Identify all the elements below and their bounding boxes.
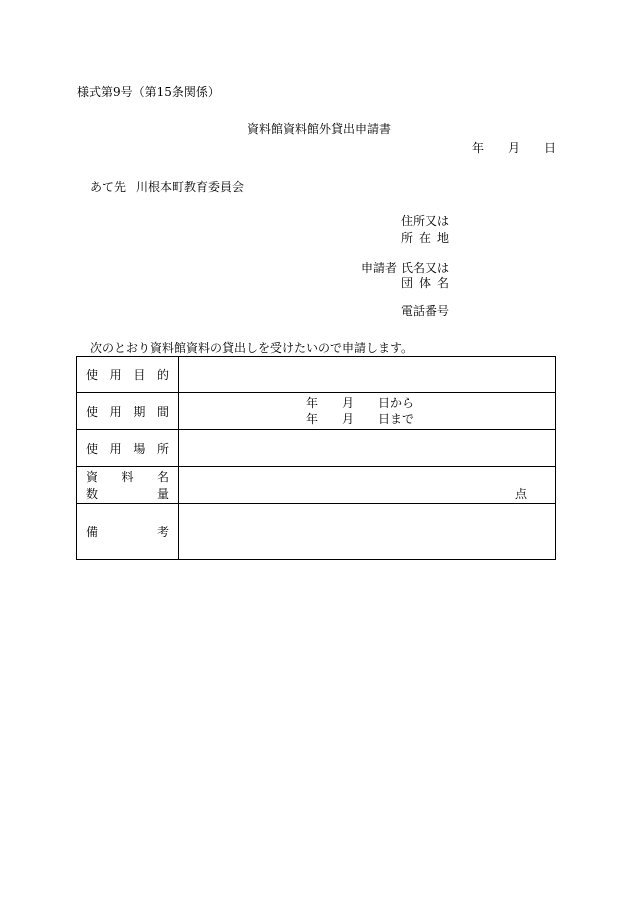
- label-char: 場: [133, 441, 146, 456]
- period-to-day: 日まで: [378, 412, 415, 426]
- label-char: 考: [156, 525, 169, 539]
- period-value-field[interactable]: [179, 393, 556, 430]
- form-title: 資料館資料館外貸出申請書: [247, 122, 392, 136]
- label-char: 使: [86, 441, 99, 456]
- applicant-role-label: 申請者: [361, 261, 398, 275]
- address-label-line1: 住所又は: [401, 214, 450, 228]
- table-row-place: [77, 430, 556, 467]
- label-char: 備: [86, 525, 99, 539]
- period-label: [77, 403, 178, 420]
- place-label: [77, 440, 178, 457]
- label-char: 使: [86, 368, 99, 382]
- label-char: 資: [86, 470, 99, 484]
- label-char: 量: [156, 487, 169, 501]
- purpose-label-cell: [77, 357, 179, 393]
- address-label-char: 地: [436, 231, 449, 245]
- quantity-label: [77, 485, 178, 502]
- address-label-char: 在: [418, 231, 431, 245]
- date-day-label: 日: [544, 141, 557, 155]
- remarks-value-field[interactable]: [179, 504, 556, 560]
- table-row-remarks: [77, 504, 556, 560]
- label-char: 用: [109, 441, 122, 456]
- address-label-char: 所: [401, 231, 414, 245]
- label-char: 期: [133, 404, 146, 419]
- label-char: 用: [109, 368, 122, 382]
- label-char: 間: [156, 404, 169, 419]
- name-label-line2: [401, 276, 449, 290]
- quantity-unit: 点: [515, 487, 528, 501]
- label-char: 目: [133, 368, 146, 382]
- addressee-name: 川根本町教育委員会: [136, 180, 245, 194]
- period-from-year: 年: [306, 396, 319, 410]
- address-label-line2: [401, 231, 449, 245]
- name-label-char: 団: [401, 276, 414, 290]
- label-char: 名: [156, 470, 169, 484]
- purpose-label: [77, 366, 178, 383]
- name-label-line1: 氏名又は: [401, 261, 450, 275]
- name-label-char: 名: [436, 276, 449, 290]
- label-char: 所: [156, 441, 169, 456]
- material-quantity-value-field[interactable]: [179, 467, 556, 504]
- table-row-period: [77, 393, 556, 430]
- label-char: 料: [121, 470, 134, 484]
- table-row-purpose: [77, 357, 556, 393]
- period-to-year: 年: [306, 412, 319, 426]
- date-month-label: 月: [508, 141, 521, 155]
- intro-text: 次のとおり資料館資料の貸出しを受けたいので申請します。: [90, 341, 414, 355]
- phone-label: 電話番号: [401, 304, 450, 318]
- table-row-material: [77, 467, 556, 504]
- name-label-char: 体: [418, 276, 431, 290]
- material-label: [77, 468, 178, 485]
- label-char: 用: [109, 404, 122, 419]
- purpose-value-field[interactable]: [179, 357, 556, 393]
- application-table: [76, 356, 556, 560]
- period-from-month: 月: [342, 396, 355, 410]
- period-to-month: 月: [342, 412, 355, 426]
- label-char: 的: [156, 368, 169, 382]
- material-label-cell: [77, 467, 179, 504]
- period-from-day: 日から: [378, 396, 415, 410]
- remarks-label-cell: [77, 504, 179, 560]
- label-char: 使: [86, 404, 99, 419]
- label-char: 数: [86, 487, 99, 501]
- addressee-prefix: あて先: [90, 180, 127, 194]
- place-value-field[interactable]: [179, 430, 556, 467]
- place-label-cell: [77, 430, 179, 467]
- date-year-label: 年: [472, 141, 485, 155]
- form-number: 様式第9号（第15条関係）: [77, 85, 220, 99]
- period-label-cell: [77, 393, 179, 430]
- remarks-label: [77, 523, 178, 540]
